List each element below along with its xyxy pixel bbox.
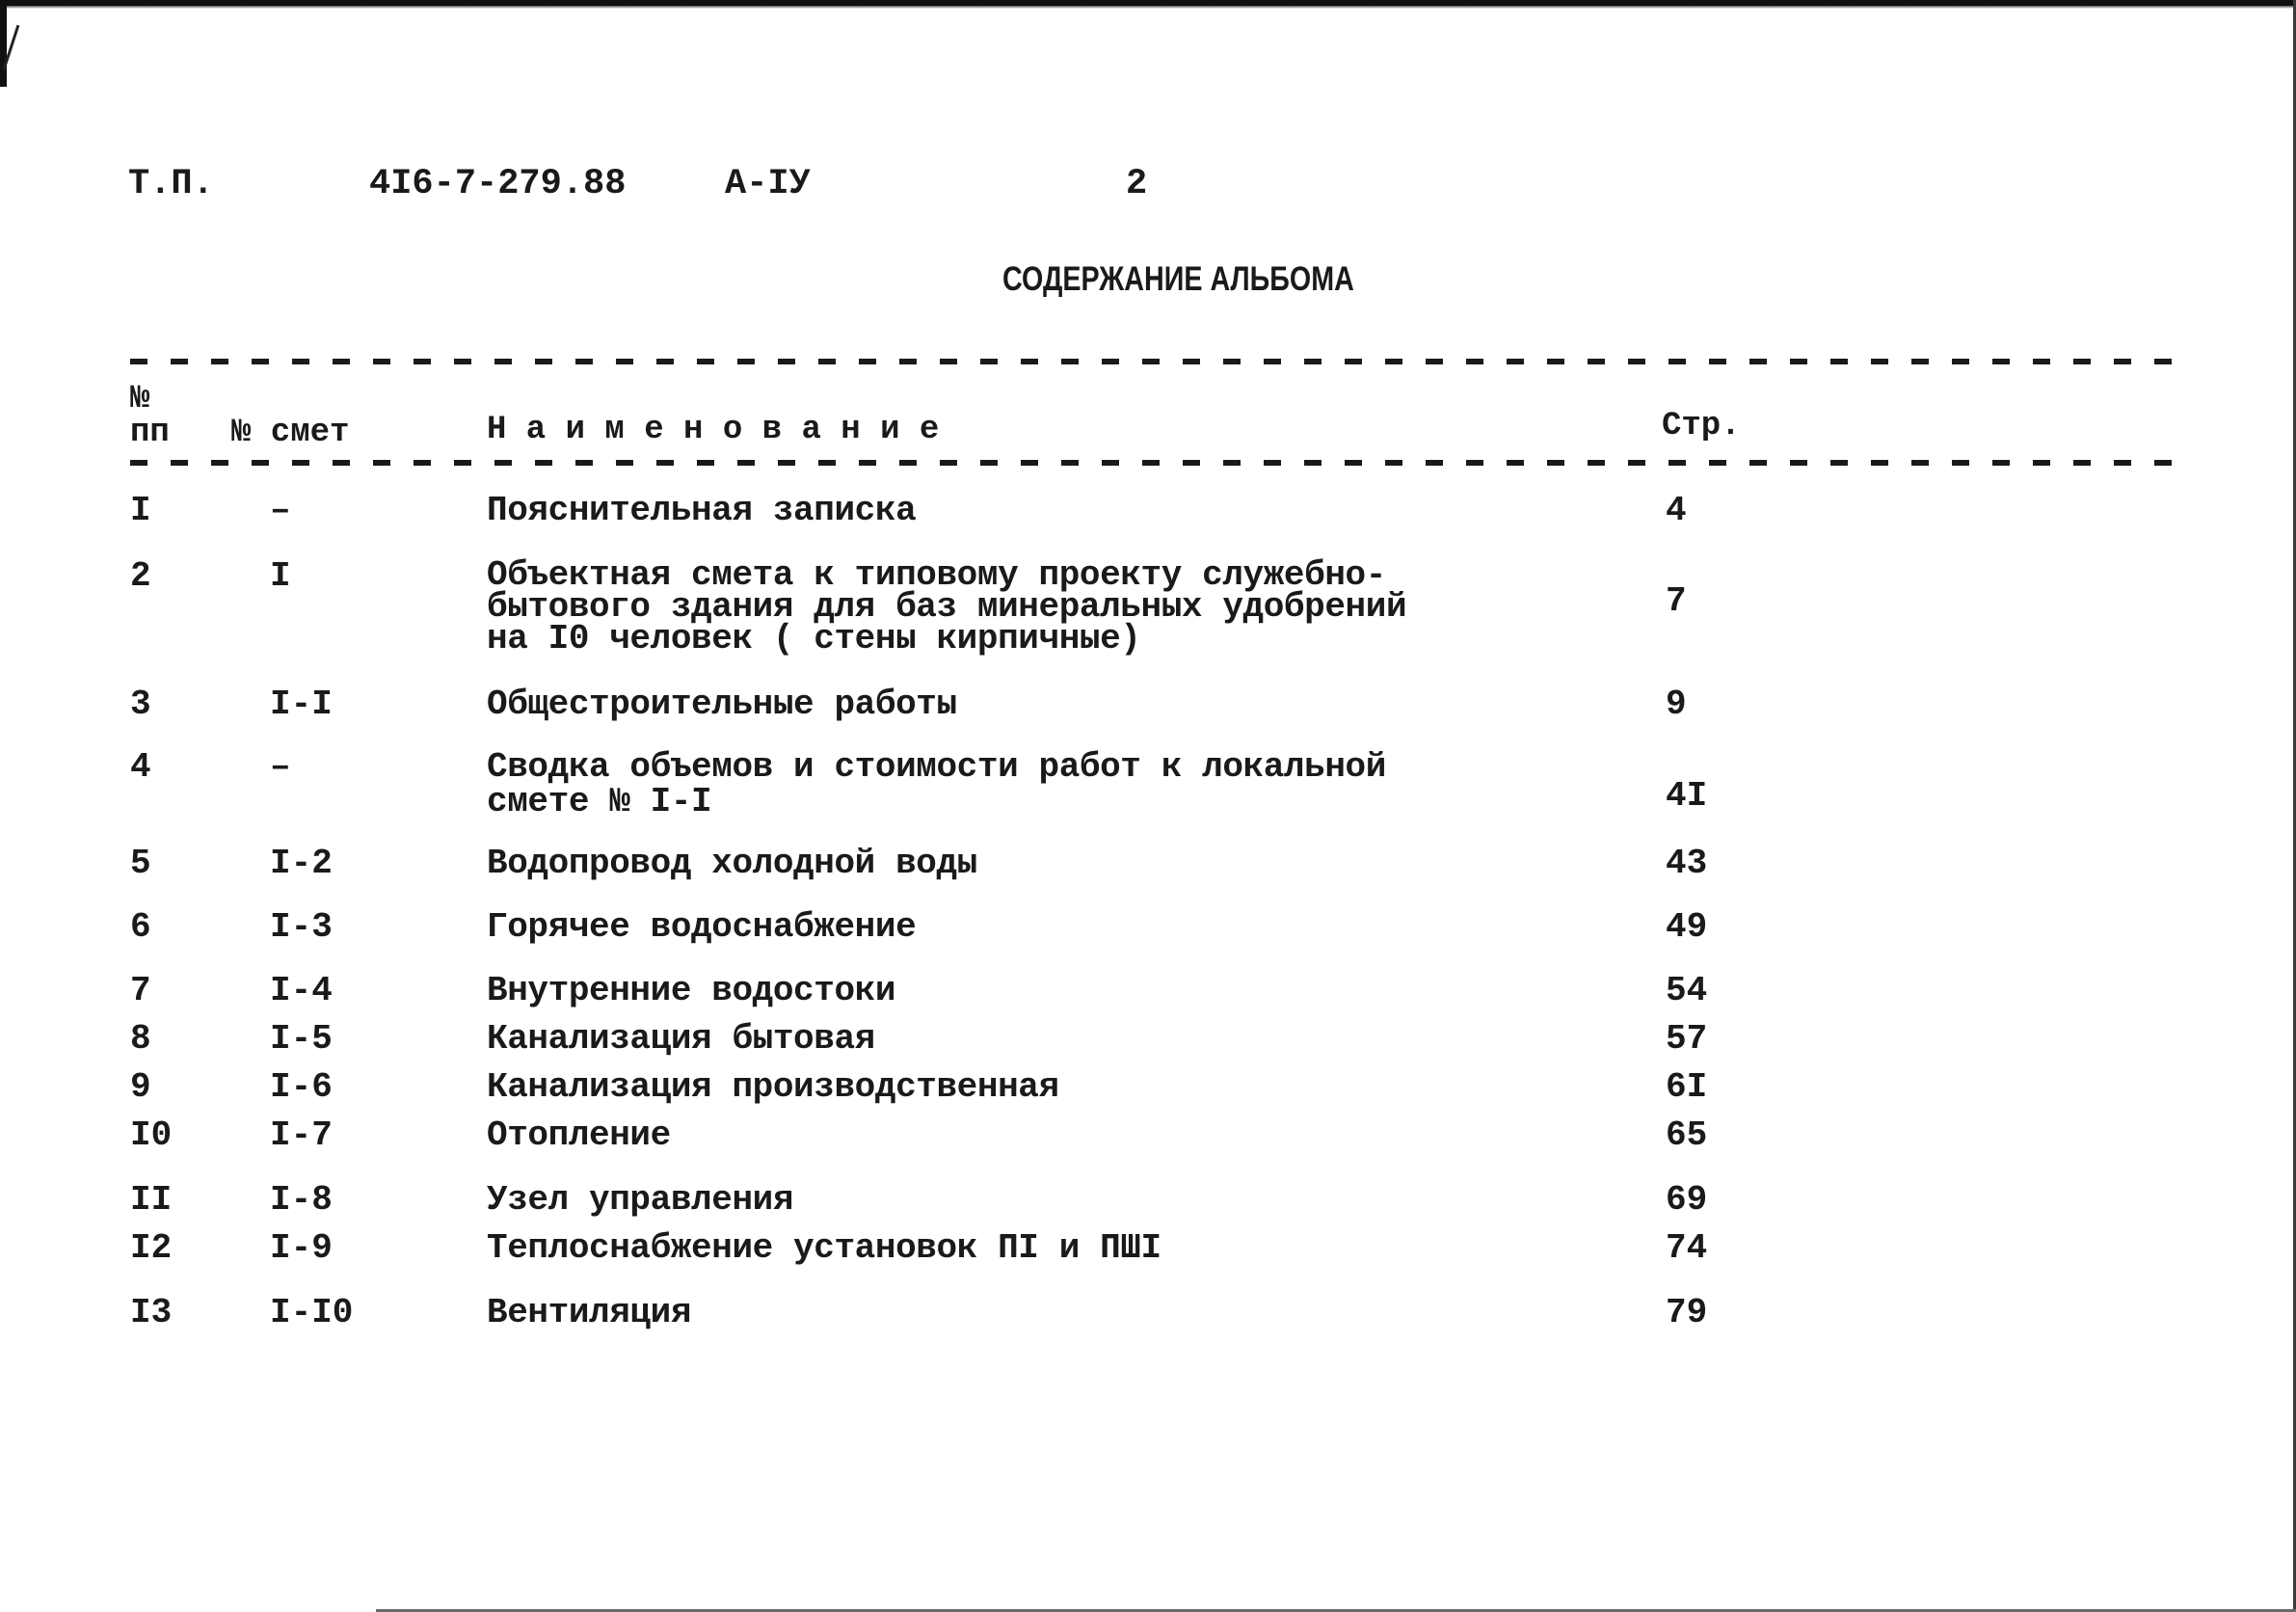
column-header-num-line2: пп [130,415,170,451]
header-series: Т.П. [128,164,214,204]
row-num: 7 [130,971,151,1010]
row-num: I [130,491,151,530]
column-header-name: Н а и м е н о в а н и е [487,412,940,448]
row-name: Водопровод холодной воды [487,844,977,883]
row-page: 54 [1666,971,1708,1010]
row-page: 57 [1666,1019,1708,1059]
header-album: А-IУ [725,164,811,204]
header-page-number: 2 [1126,164,1148,204]
table-top-rule [130,359,2188,364]
row-name: Сводка объемов и стоимости работ к локальной смете № I-I [487,747,1386,821]
row-page: 43 [1666,844,1708,883]
row-num: 9 [130,1067,151,1107]
scan-edge-top-shadow [0,6,2296,9]
row-num: I2 [130,1228,173,1268]
row-num: 4 [130,747,151,787]
row-num: 5 [130,844,151,883]
row-smet: I [270,556,291,596]
row-page: 69 [1666,1180,1708,1220]
row-name: Горячее водоснабжение [487,907,917,947]
row-smet: I-6 [270,1067,333,1107]
row-name: Объектная смета к типовому проекту служебно- бытового здания для баз минеральных удобрений на I0 человек ( стены кирпичные) [487,555,1407,658]
row-num: I0 [130,1115,173,1155]
scan-edge-left [0,0,7,87]
row-num: 6 [130,907,151,947]
row-page: 49 [1666,907,1708,947]
row-page: 65 [1666,1115,1708,1155]
header-project-code: 4I6-7-279.88 [369,164,627,204]
column-header-page: Стр. [1662,408,1741,444]
row-name: Вентиляция [487,1293,692,1332]
row-smet: I-I [270,685,333,724]
column-header-num-line1: № [130,381,150,417]
row-num: I3 [130,1293,173,1332]
row-num: 2 [130,556,151,596]
row-smet: I-3 [270,907,333,947]
column-header-smet: № смет [231,415,350,451]
row-page: 6I [1666,1067,1708,1107]
row-name: Отопление [487,1115,671,1155]
row-num: 3 [130,685,151,724]
page-title: СОДЕРЖАНИЕ АЛЬБОМА [1002,260,1354,298]
row-smet: I-7 [270,1115,333,1155]
row-smet: I-9 [270,1228,333,1268]
row-name: Внутренние водостоки [487,971,896,1010]
row-name: Канализация бытовая [487,1019,875,1059]
row-smet: I-4 [270,971,333,1010]
row-name: Общестроительные работы [487,685,957,724]
row-smet: I-8 [270,1180,333,1220]
row-page: 79 [1666,1293,1708,1332]
row-smet: – [270,491,291,530]
table-header-rule [130,460,2188,466]
row-name: Канализация производственная [487,1067,1059,1107]
row-smet: I-I0 [270,1293,354,1332]
row-name: Узел управления [487,1180,794,1220]
row-page: 4I [1666,776,1708,816]
row-page: 74 [1666,1228,1708,1268]
row-smet: I-2 [270,844,333,883]
row-name: Теплоснабжение установок ПI и ПШI [487,1228,1161,1268]
row-page: 9 [1666,685,1687,724]
row-name: Пояснительная записка [487,491,917,530]
row-smet: – [270,747,291,787]
row-page: 4 [1666,491,1687,530]
row-num: II [130,1180,173,1220]
row-num: 8 [130,1019,151,1059]
row-page: 7 [1666,581,1687,621]
row-smet: I-5 [270,1019,333,1059]
